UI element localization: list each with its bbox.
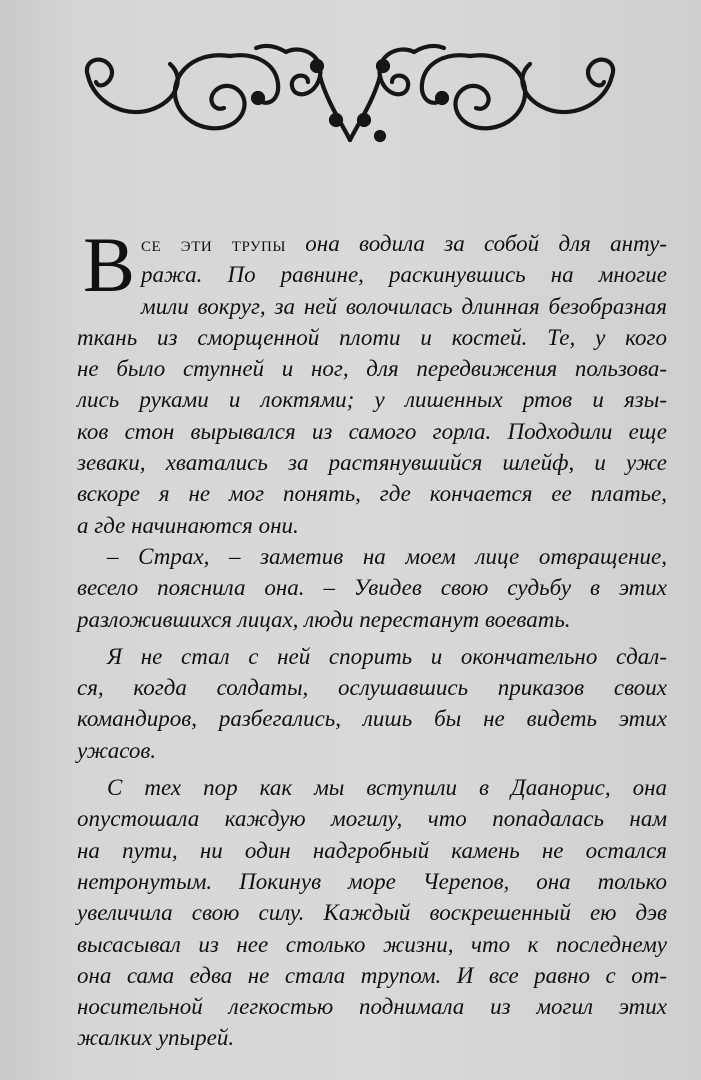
- text-line: мили вокруг, за ней волочилась длинная безобразная: [141, 293, 667, 319]
- paragraph-4: [77, 772, 667, 1054]
- text-line: а где начинаются они.: [77, 512, 299, 538]
- text-line: не было ступней и ног, для передвижения пользова-: [77, 356, 667, 382]
- paragraph-1: [77, 221, 667, 541]
- text-line: высасывал из нее столько жизни, что к последнему: [77, 931, 667, 957]
- text-line: се эти трупы она водила за собой для анту-: [141, 231, 667, 256]
- text-line: – Страх, – заметив на моем лице отвращение,: [107, 543, 667, 569]
- paragraph-3: [77, 641, 667, 766]
- chapter-text: [77, 221, 667, 1054]
- text-line: С тех пор как мы вступили в Даанорис, она: [107, 775, 667, 801]
- text-line: носительной легкостью поднимала из могил этих: [77, 994, 667, 1020]
- text-line: зеваки, хватались за растянувшийся шлейф, и уже: [77, 450, 667, 476]
- text-line: командиров, разбегались, лишь бы не видеть этих: [77, 706, 667, 732]
- text-line: лись руками и локтями; у лишенных ртов и язы-: [77, 387, 667, 413]
- text-line: ков стон вырывался из самого горла. Подходили еще: [77, 418, 667, 444]
- text-line: ража. По равнине, раскинувшись на многие: [141, 262, 667, 288]
- lead-in-smallcaps: се эти трупы: [141, 231, 286, 256]
- paragraph-2: [77, 541, 667, 635]
- text-line: ткань из сморщенной плоти и костей. Те, у кого: [77, 324, 667, 350]
- text-line: на пути, ни один надгробный камень не остался: [77, 837, 667, 863]
- text-line: нетронутым. Покинув море Черепов, она только: [77, 868, 667, 894]
- text-line: ся, когда солдаты, ослушавшись приказов своих: [77, 675, 667, 701]
- text-line: весело пояснила она. – Увидев свою судьбу в этих: [77, 575, 667, 601]
- text-line: ужасов.: [77, 737, 157, 763]
- text-line: Я не стал с ней спорить и окончательно сдал-: [107, 643, 667, 669]
- text-line: разложившихся лицах, люди перестанут воевать.: [77, 606, 571, 632]
- drop-cap: В: [83, 221, 136, 308]
- flourish-ornament-icon: [80, 36, 620, 146]
- text-line: жалких упырей.: [77, 1025, 235, 1051]
- text-line: увеличила свою силу. Каждый воскрешенный ею дэв: [77, 900, 667, 926]
- text-line: она сама едва не стала трупом. И все равно с от-: [77, 962, 667, 988]
- text-line: опустошала каждую могилу, что попадалась нам: [77, 806, 667, 832]
- text-line: вскоре я не мог понять, где кончается ее платье,: [77, 481, 667, 507]
